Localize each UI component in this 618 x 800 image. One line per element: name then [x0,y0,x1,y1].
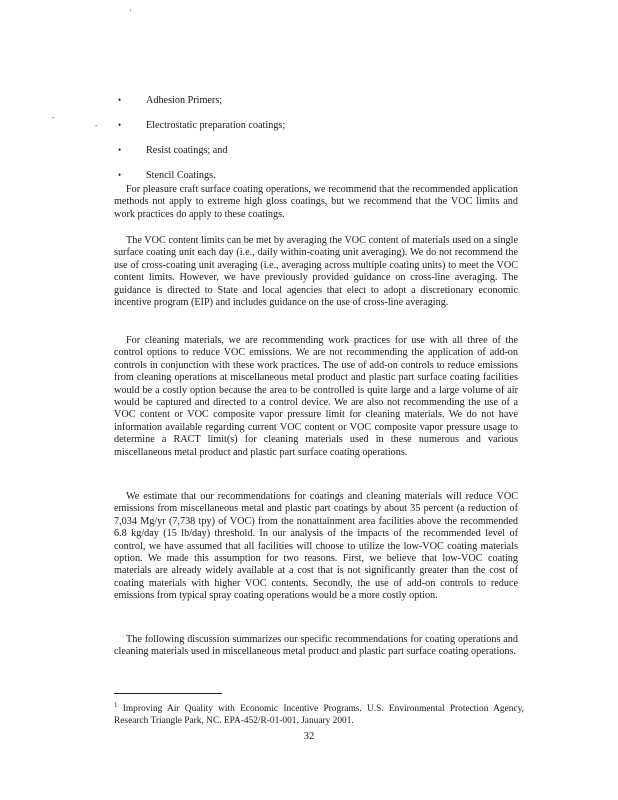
list-item-text: Stencil Coatings. [146,170,216,181]
paragraph-text: For cleaning materials, we are recommending work practices for use with all three of the control options to reduce VOC emissions. We are not recommending the application of add-on controls in conjunction with these work practices. The use of add-on controls to reduce emissions from cleaning operations at miscellaneous metal product and plastic part surface coating facilities would be a costly option because the area to be controlled is quite large and a large volume of air would be captured and directed to a control device. We are also not recommending the use of a VOC content or VOC composite vapor pressure limit for cleaning materials. We do not have information available regarding current VOC content or VOC composite vapor pressure usage to determine a RACT limit(s) for cleaning materials used in these numerous and various miscellaneous metal product and plastic part surface coating operations. [114,335,518,458]
footnote [114,699,524,727]
paragraph-text: The VOC content limits can be met by averaging the VOC content of materials used on a single surface coating unit each day (i.e., daily within-coating unit averaging). We do not recommend the use of cross-coating unit averaging (i.e., averaging across multiple coating units) to meet the VOC content limits. However, we have previously provided guidance on cross-line averaging. The guidance is directed to State and local agencies that elect to adopt a discretionary economic incentive program (EIP) and includes guidance on the use of cross-line averaging. [114,235,518,309]
paragraph-summary [114,634,518,659]
scan-mark: ' [130,8,132,17]
list-item [118,120,558,145]
paragraph-text: The following discussion summarizes our specific recommendations for coating operations and cleaning materials used in miscellaneous metal product and plastic part surface coating operations. [114,634,518,658]
list-item-text: Resist coatings; and [146,145,228,156]
footnote-divider [114,693,222,694]
paragraph-averaging [114,235,518,309]
footnote-text: Improving Air Quality with Economic Incentive Programs. U.S. Environmental Protection Agency, Research Triangle Park, NC. EPA-452/R-01-001. January 2001. [114,704,524,727]
list-item-text: Adhesion Primers; [146,95,223,106]
list-item [118,95,558,120]
bullet-icon: • [118,120,122,130]
footnote-marker: 1 [114,701,118,709]
bullet-icon: • [118,95,122,105]
scan-mark: - [52,113,55,122]
scan-mark: - [95,121,98,130]
page-number: 32 [303,731,315,742]
bullet-icon: • [118,145,122,155]
paragraph-cleaning-materials [114,335,518,459]
bullet-list [118,95,558,195]
paragraph-text: For pleasure craft surface coating operations, we recommend that the recommended application methods not apply to extreme high gloss coatings, but we recommend that the VOC limits and work practices do apply to these coatings. [114,184,518,220]
list-item-text: Electrostatic preparation coatings; [146,120,286,131]
paragraph-text: We estimate that our recommendations for coatings and cleaning materials will reduce VOC emissions from miscellaneous metal and plastic part coatings by about 35 percent (a reduction of 7,034 Mg/yr (7,738 tpy) of VOC) from the nonattainment area facilities above the recommended 6.8 kg/day (15 lb/day) threshold. In our analysis of the impacts of the recommended level of control, we have assumed that all facilities will choose to utilize the low-VOC coating materials option. We made this assumption for two reasons. First, we believe that low-VOC coating materials are already widely available at a cost that is not significantly greater than the cost of coating materials with higher VOC contents. Secondly, the use of add-on controls to reduce emissions from typical spray coating operations would be a more costly option. [114,491,518,602]
paragraph-pleasure-craft [114,184,518,221]
list-item [118,145,558,170]
bullet-icon: • [118,170,122,180]
paragraph-emission-estimate [114,491,518,603]
